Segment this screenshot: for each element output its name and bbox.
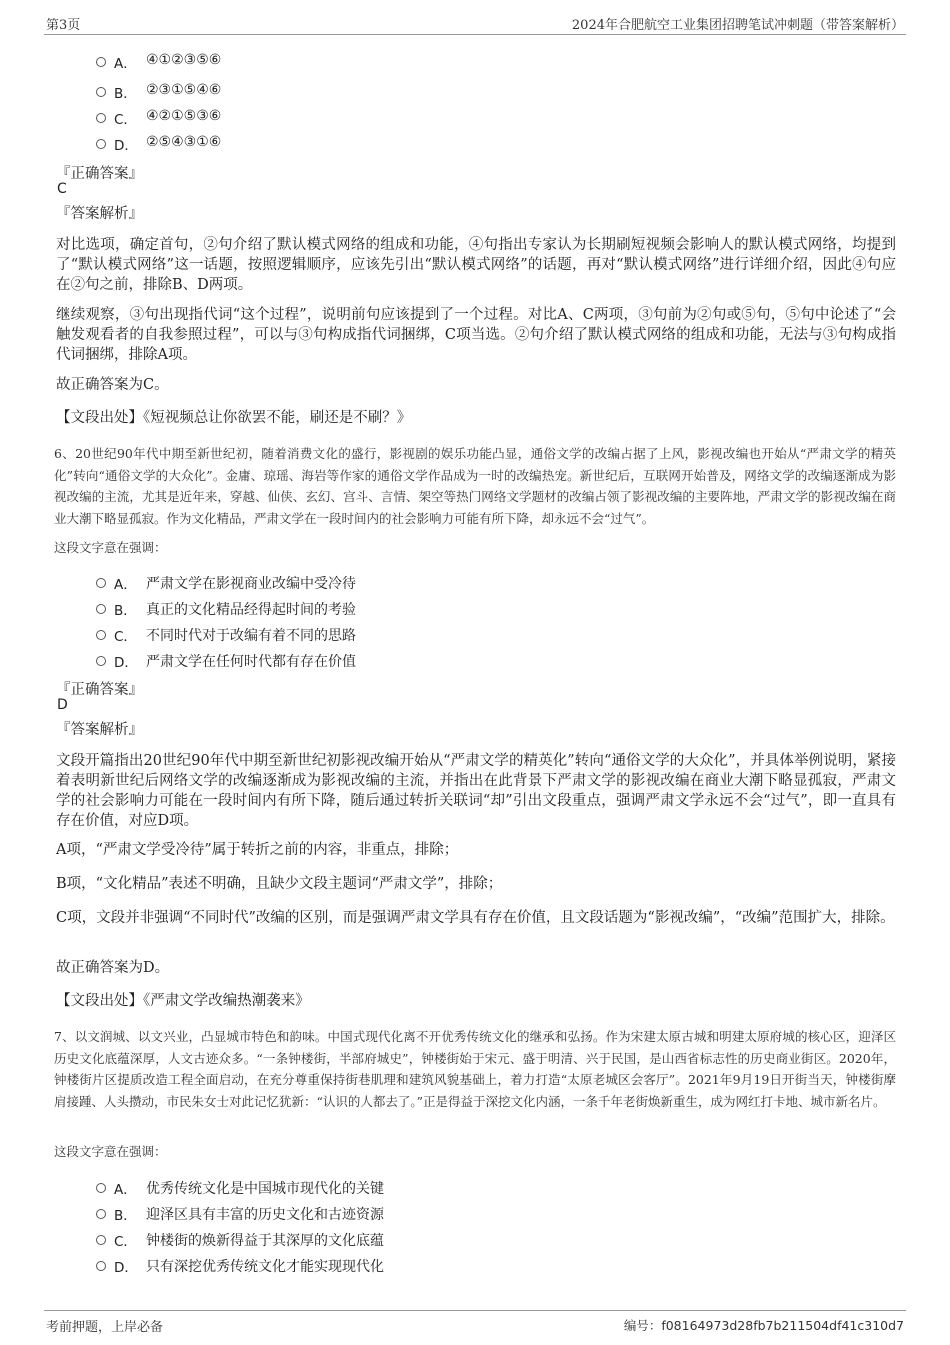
q5-analysis-label: 『答案解析』 [56,206,143,222]
page-footer [44,1310,906,1335]
radio-icon[interactable] [96,87,106,97]
q6-prompt: 这段文字意在强调： [54,540,167,555]
radio-icon[interactable] [96,1235,106,1245]
q6-analysis-p5: 故正确答案为D。 [56,960,170,976]
q5-source: 【文段出处】《短视频总让你欲罢不能，刷还是不刷？》 [56,410,412,426]
radio-icon[interactable] [96,1261,106,1271]
q5-answer: C [57,181,67,197]
footer-slogan: 考前押题，上岸必备 [46,1320,164,1335]
q6-analysis-p4: C项，文段并非强调“不同时代”改编的区别，而是强调严肃文学具有存在价值，且文段话题为“影视改编”，“改编”范围扩大，排除。 [56,910,895,926]
radio-icon[interactable] [96,1183,106,1193]
radio-icon[interactable] [96,1209,106,1219]
q6-stem: 6、20世纪90年代中期至新世纪初，随着消费文化的盛行，影视剧的娱乐功能凸显，通俗文学的改编占据了上风，影视改编也开始从“严肃文学的精英化”转向“通俗文学的大众化”。金庸、琼瑶、海岩等作家的通俗文学作品成为一时的改编热宠。新世纪后，互联网开始普及，网络文学的改编逐渐成为影视改编的主流，尤其是近年来，穿越、仙侠、玄幻、宫斗、言情、架空等热门网络文学题材的改编占领了影视改编的主要阵地，严肃文学的影视改编在商业大潮下略显孤寂。作为文化精品，严肃文学在一段时间内的社会影响力可能有所下降，却永远不会“过气”。 [54,446,896,526]
q7-prompt: 这段文字意在强调： [54,1144,167,1159]
q5-analysis-p3: 故正确答案为C。 [56,377,169,393]
radio-icon[interactable] [96,57,106,67]
page-header [44,12,906,35]
q6-analysis-label: 『答案解析』 [56,722,143,738]
radio-icon[interactable] [96,113,106,123]
q6-analysis-p2: A项，“严肃文学受冷待”属于转折之前的内容，非重点，排除； [56,842,459,858]
q6-analysis-p3: B项，“文化精品”表述不明确，且缺少文段主题词“严肃文学”，排除； [56,876,503,892]
radio-icon[interactable] [96,656,106,666]
q5-answer-label: 『正确答案』 [56,166,143,182]
radio-icon[interactable] [96,604,106,614]
radio-icon[interactable] [96,578,106,588]
q5-analysis-p1: 对比选项，确定首句，②句介绍了默认模式网络的组成和功能，④句指出专家认为长期刷短视频会影响人的默认模式网络，均提到了“默认模式网络”这一话题，按照逻辑顺序，应该先引出“默认模式网络”的话题，再对“默认模式网络”进行详细介绍，因此④句应在②句之前，排除B、D两项。 [56,237,896,293]
document-id: 编号：f08164973d28fb7b211504df41c310d7 [623,1318,904,1333]
document-title: 2024年合肥航空工业集团招聘笔试冲刺题（带答案解析） [571,18,904,33]
q5-analysis-p2: 继续观察，③句出现指代词“这个过程”，说明前句应该提到了一个过程。对比A、C两项，③句前为②句或⑤句，⑤句中论述了“会触发观看者的自我参照过程”，可以与③句构成指代词捆绑，C项当选。②句介绍了默认模式网络的组成和功能，无法与③句构成指代词捆绑，排除A项。 [56,307,896,363]
radio-icon[interactable] [96,139,106,149]
radio-icon[interactable] [96,630,106,640]
q6-analysis-p1: 文段开篇指出20世纪90年代中期至新世纪初影视改编开始从“严肃文学的精英化”转向“通俗文学的大众化”，并具体举例说明，紧接着表明新世纪后网络文学的改编逐渐成为影视改编的主流，并指出在此背景下严肃文学的影视改编在商业大潮下略显孤寂，严肃文学的社会影响力可能在一段时间内有所下降，随后通过转折关联词“却”引出文段重点，强调严肃文学永远不会“过气”，即一直具有存在价值，对应D项。 [56,753,896,829]
q6-answer: D [57,697,68,713]
q7-stem: 7、以文润城、以文兴业，凸显城市特色和韵味。中国式现代化离不开优秀传统文化的继承和弘扬。作为宋建太原古城和明建太原府城的核心区，迎泽区历史文化底蕴深厚，人文古迹众多。“一条钟楼街，半部府城史”，钟楼街始于宋元、盛于明清、兴于民国，是山西省标志性的历史商业街区。2020年，钟楼街片区提质改造工程全面启动，在充分尊重保持街巷肌理和建筑风貌基础上，着力打造“太原老城区会客厅”。2021年9月19日开街当天，钟楼街摩肩接踵、人头攒动，市民朱女士对此记忆犹新：“认识的人都去了。”正是得益于深挖文化内涵，一条千年老街焕新重生，成为网红打卡地、城市新名片。 [54,1029,896,1109]
q6-answer-label: 『正确答案』 [56,682,143,698]
page-number: 第3页 [46,18,81,33]
q6-source: 【文段出处】《严肃文学改编热潮袭来》 [56,993,310,1009]
